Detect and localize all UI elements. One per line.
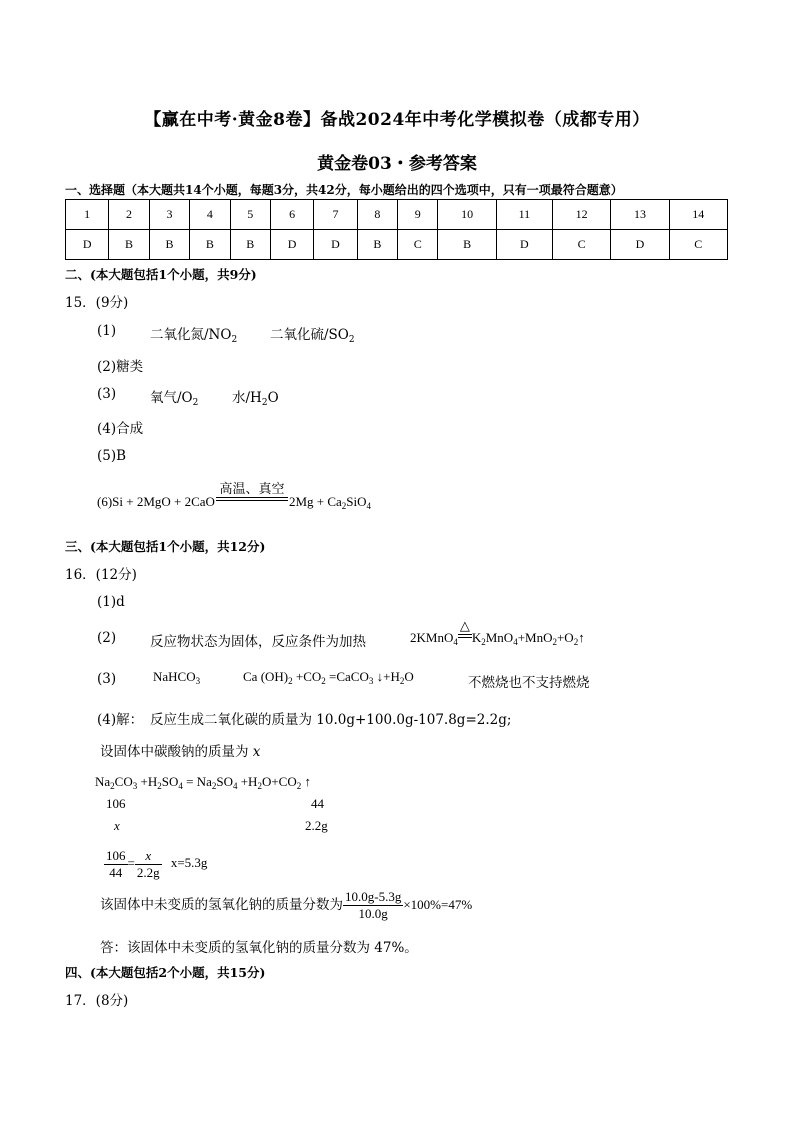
section4-heading: 四、(本大题包括2个小题，共15分) [65,965,266,980]
ratio-result: x=5.3g [170,855,208,871]
table-cell: C [398,230,438,260]
section3-heading: 三、(本大题包括1个小题，共12分) [65,539,266,554]
table-cell: B [190,230,230,260]
q15-a5: (5)B [97,448,127,464]
q16-co2-mass: 2.2g [305,818,328,833]
q15-a6-right: $2Mg + Ca_2SiO_4$ [288,494,372,511]
table-cell: 14 [669,200,727,230]
table-cell: 12 [553,200,611,230]
table-cell: B [230,230,270,260]
q16-unknown-x: x [114,818,120,833]
q16-a1: (1)d [97,594,125,610]
q16-a3-ans1: NaHCO$_3$ [153,669,201,686]
answer-table [65,199,728,260]
q15-a2: (2)糖类 [97,359,144,375]
q16-reaction-equation: $Na_2CO_3 +H_2SO_4 = Na_2SO_4 +H_2O+CO_2$ ↑ [95,774,311,791]
table-cell: C [553,230,611,260]
q15-a6-condition: 高温、真空 [216,482,288,501]
table-cell: D [314,230,357,260]
q16-a2-equation [410,618,585,647]
q16-a3-equation: Ca $(OH)_2 +CO_2$ =CaCO$_3$ $↓+H_2O$ [243,669,414,686]
q16-label: 16．(12分) [65,567,137,583]
table-cell: 13 [611,200,669,230]
table-cell: B [438,230,496,260]
q16-ratio: $\frac{106}{44}$ = $\frac{x}{2.2g}$ x=5.3g [106,848,208,880]
table-cell: 4 [190,200,230,230]
q16-a2-text: 反应物状态为固体，反应条件为加热 [150,634,366,650]
q16-a3-ans3: 不燃烧也不支持燃烧 [468,675,590,691]
table-cell: D [66,230,109,260]
q15-a3-ans1: 氧气$/O_2$ [150,390,199,408]
table-cell: C [669,230,727,260]
q16-molar-mass-2: 44 [311,796,324,811]
q15-a1-ans2: 二氧化硫$/SO_2$ [270,327,355,345]
q15-a6-left: (6)Si + 2MgO + 2CaO [97,494,215,509]
q16-a4-line2: 设固体中碳酸钠的质量为 x [100,744,261,760]
q16-a4-line1: 反应生成二氧化碳的质量为 10.0g+100.0g-107.8g=2.2g; [150,712,512,728]
table-cell: 3 [149,200,189,230]
page-subtitle: 黄金卷03・参考答案 [317,154,477,174]
q15-a3-label: (3) [97,386,117,402]
section1-heading: 一、选择题（本大题共14个小题，每题3分，共42分，每小题给出的四个选项中，只有一项最符合题意） [65,183,623,197]
ratio-fraction-2: $\frac{x}{2.2g}$ [136,848,160,880]
mass-fraction-fraction: $\frac{10.0g-5.3g}{10.0g}$ [345,889,402,921]
table-cell: 5 [230,200,270,230]
q16-a4-label: (4)解： [97,712,144,728]
table-cell: 9 [398,200,438,230]
answer-table-number-row [66,200,728,230]
q16-a3-label: (3) [97,671,117,687]
q15-label: 15．(9分) [65,295,129,311]
table-cell: D [496,230,552,260]
q16-mass-fraction: 该固体中未变质的氢氧化钠的质量分数为 $\frac{10.0g-5.3g}{10.0g}$ ×100%=47% [100,889,473,921]
section2-heading: 二、(本大题包括1个小题，共9分) [65,267,257,282]
q16-a2-eq-left: 2KMnO$_4$ [410,630,458,647]
q15-a4: (4)合成 [97,421,144,437]
table-cell: 8 [357,200,397,230]
q16-a2-eq-condition: △ [458,619,472,638]
table-cell: 1 [66,200,109,230]
ratio-fraction-1: $\frac{106}{44}$ [106,848,126,880]
table-cell: B [357,230,397,260]
q15-a6-equation [97,481,372,511]
q17-label: 17．(8分) [65,993,129,1009]
table-cell: 2 [109,200,149,230]
page-title: 【赢在中考·黄金8卷】备战2024年中考化学模拟卷（成都专用） [144,110,650,130]
q15-a1-label: (1) [97,323,117,339]
table-cell: B [149,230,189,260]
q15-a3-ans2: 水$/H_2O$ [232,390,279,408]
q16-molar-mass-1: 106 [106,796,126,811]
q16-answer-line: 答：该固体中未变质的氢氧化钠的质量分数为 47%。 [100,940,418,956]
table-cell: 11 [496,200,552,230]
table-cell: D [611,230,669,260]
q16-a2-label: (2) [97,630,117,646]
table-cell: 7 [314,200,357,230]
table-cell: 6 [270,200,313,230]
q15-a1-ans1: 二氧化氮$/NO_2$ [150,327,238,345]
q16-a2-eq-right: $K_2MnO_4+MnO_2+O_2↑$ [471,630,585,647]
table-cell: B [109,230,149,260]
answer-table-answer-row [66,230,728,260]
table-cell: 10 [438,200,496,230]
table-cell: D [270,230,313,260]
